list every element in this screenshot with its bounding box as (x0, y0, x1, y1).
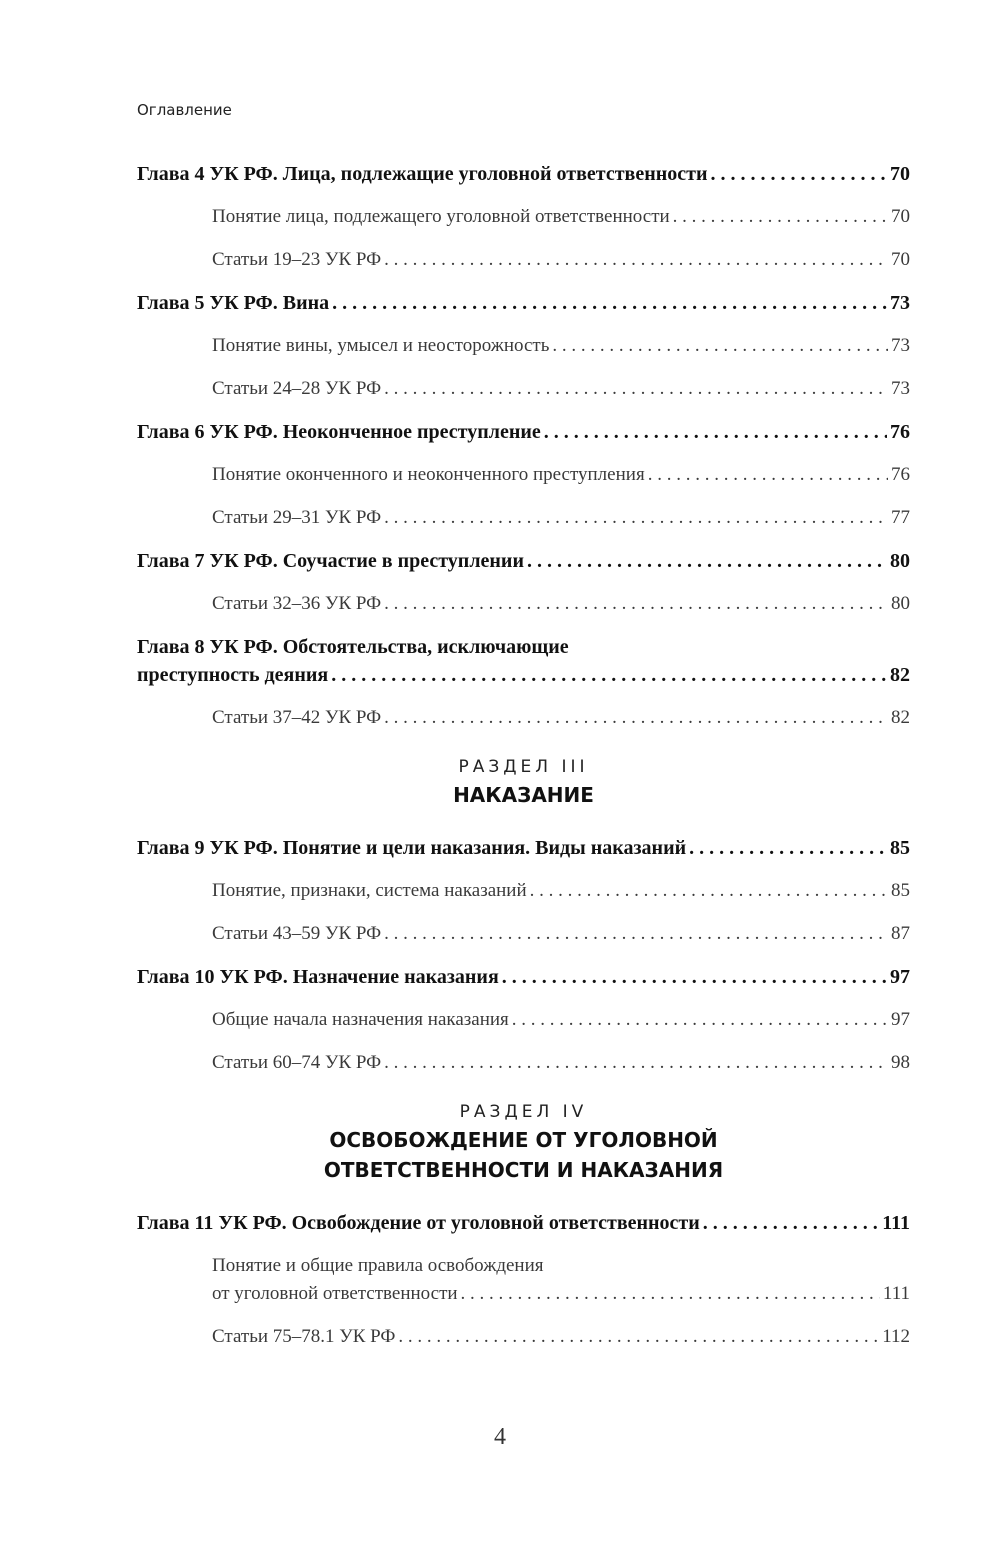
dot-leader (384, 920, 888, 948)
section-title: НАКАЗАНИЕ (453, 783, 594, 807)
dot-leader (384, 704, 888, 732)
toc-entry-title: Статьи 24–28 УК РФ (212, 378, 382, 399)
toc-sub-entry[interactable] (137, 504, 910, 532)
toc-entry-title-line1: Понятие и общие правила освобождения (212, 1255, 544, 1276)
toc-sub-entry[interactable] (137, 920, 910, 948)
toc-entry-page: 80 (890, 550, 910, 572)
toc-chapter-entry[interactable] (137, 633, 910, 689)
toc-chapter-entry[interactable] (137, 547, 910, 575)
dot-leader (331, 661, 887, 689)
dot-leader (398, 1323, 879, 1351)
dot-leader (384, 246, 888, 274)
toc-entry-page: 112 (882, 1326, 910, 1347)
dot-leader (384, 375, 888, 403)
toc-group-part3 (137, 834, 910, 1077)
running-header: Оглавление (137, 101, 232, 119)
toc-entry-page: 98 (891, 1052, 910, 1073)
toc-entry-page: 73 (891, 378, 910, 399)
toc-entry-page: 73 (891, 335, 910, 356)
dot-leader (530, 877, 888, 905)
toc-sub-entry[interactable] (137, 704, 910, 732)
toc-sub-entry[interactable] (137, 590, 910, 618)
toc-entry-title: Глава 7 УК РФ. Соучастие в преступлении (137, 550, 524, 572)
dot-leader (461, 1280, 880, 1308)
toc-entry-title: Статьи 60–74 УК РФ (212, 1052, 382, 1073)
toc-entry-page: 76 (890, 421, 910, 443)
toc-entry-page: 97 (891, 1009, 910, 1030)
toc-entry-title: Глава 11 УК РФ. Освобождение от уголовной ответственности (137, 1212, 700, 1234)
toc-entry-page: 70 (890, 163, 910, 185)
toc-chapter-entry[interactable] (137, 963, 910, 991)
toc-sub-entry[interactable] (137, 375, 910, 403)
toc-group-part2b (137, 704, 910, 732)
toc-entry-page: 76 (891, 464, 910, 485)
dot-leader (552, 332, 888, 360)
toc-entry-page: 70 (891, 206, 910, 227)
toc-sub-entry[interactable] (137, 1006, 910, 1034)
toc-entry-page: 111 (882, 1212, 910, 1234)
toc-entry-title: Общие начала назначения наказания (212, 1009, 509, 1030)
toc-group-part4 (137, 1209, 910, 1237)
toc-chapter-entry[interactable] (137, 1209, 910, 1237)
toc-chapter-entry[interactable] (137, 834, 910, 862)
toc-entry-title: Глава 10 УК РФ. Назначение наказания (137, 966, 499, 988)
dot-leader (502, 963, 887, 991)
dot-leader (384, 1049, 888, 1077)
section-title-line2: ОТВЕТСТВЕННОСТИ И НАКАЗАНИЯ (323, 1158, 724, 1182)
section-label: РАЗДЕЛ IV (459, 1102, 588, 1122)
toc-sub-entry[interactable] (137, 877, 910, 905)
toc-chapter-entry[interactable] (137, 289, 910, 317)
toc-entry-title: Статьи 19–23 УК РФ (212, 249, 382, 270)
toc-entry-page: 82 (890, 664, 910, 686)
toc-entry-page: 70 (891, 249, 910, 270)
toc-entry-title: Глава 9 УК РФ. Понятие и цели наказания. Виды наказаний (137, 837, 687, 859)
toc-entry-page: 97 (890, 966, 910, 988)
dot-leader (673, 203, 888, 231)
toc-entry-page: 85 (890, 837, 910, 859)
dot-leader (703, 1209, 879, 1237)
dot-leader (710, 160, 887, 188)
dot-leader (527, 547, 887, 575)
toc-entry-page: 77 (891, 507, 910, 528)
toc-entry-page: 87 (891, 923, 910, 944)
section-heading (137, 1099, 910, 1185)
toc-entry-title: Статьи 37–42 УК РФ (212, 707, 382, 728)
toc-entry-title: Понятие вины, умысел и неосторожность (212, 335, 550, 356)
toc-sub-entry[interactable] (137, 1323, 910, 1351)
toc-entry-title: Статьи 43–59 УК РФ (212, 923, 382, 944)
toc-entry-title-line2: от уголовной ответственности (212, 1283, 458, 1304)
toc-entry-title: Статьи 32–36 УК РФ (212, 593, 382, 614)
toc-sub-entry[interactable] (137, 203, 910, 231)
section-heading (137, 754, 910, 810)
toc-entry-title: Статьи 75–78.1 УК РФ (212, 1326, 396, 1347)
toc-entry-title: Глава 4 УК РФ. Лица, подлежащие уголовной ответственности (137, 163, 708, 185)
toc-sub-entry[interactable] (137, 246, 910, 274)
toc-sub-entry[interactable] (137, 1252, 910, 1308)
toc-entry-title: Понятие, признаки, система наказаний (212, 880, 527, 901)
dot-leader (689, 834, 887, 862)
dot-leader (544, 418, 887, 446)
toc-entry-title-line1: Глава 8 УК РФ. Обстоятельства, исключающие (137, 636, 569, 658)
toc-sub-entry[interactable] (137, 461, 910, 489)
toc-entry-page: 85 (891, 880, 910, 901)
toc-sub-entry[interactable] (137, 332, 910, 360)
section-label: РАЗДЕЛ III (458, 757, 589, 777)
toc-entry-page: 73 (890, 292, 910, 314)
toc-entry-title: Глава 5 УК РФ. Вина (137, 292, 330, 314)
dot-leader (332, 289, 887, 317)
dot-leader (512, 1006, 888, 1034)
dot-leader (648, 461, 888, 489)
dot-leader (384, 590, 888, 618)
toc-entry-title: Понятие оконченного и неоконченного преступления (212, 464, 645, 485)
table-of-contents (137, 160, 910, 1366)
toc-group-part2 (137, 160, 910, 618)
toc-chapter-entry[interactable] (137, 418, 910, 446)
toc-sub-entry[interactable] (137, 1049, 910, 1077)
toc-entry-title: Глава 6 УК РФ. Неоконченное преступление (137, 421, 541, 443)
toc-entry-page: 82 (891, 707, 910, 728)
toc-entry-title: Понятие лица, подлежащего уголовной ответственности (212, 206, 670, 227)
toc-group-part4b (137, 1323, 910, 1351)
page-number: 4 (494, 1424, 506, 1450)
toc-entry-page: 80 (891, 593, 910, 614)
toc-chapter-entry[interactable] (137, 160, 910, 188)
toc-entry-title: Статьи 29–31 УК РФ (212, 507, 382, 528)
toc-entry-title-line2: преступность деяния (137, 664, 329, 686)
section-title-line1: ОСВОБОЖДЕНИЕ ОТ УГОЛОВНОЙ (329, 1128, 718, 1152)
toc-entry-page: 111 (882, 1283, 910, 1304)
dot-leader (384, 504, 888, 532)
